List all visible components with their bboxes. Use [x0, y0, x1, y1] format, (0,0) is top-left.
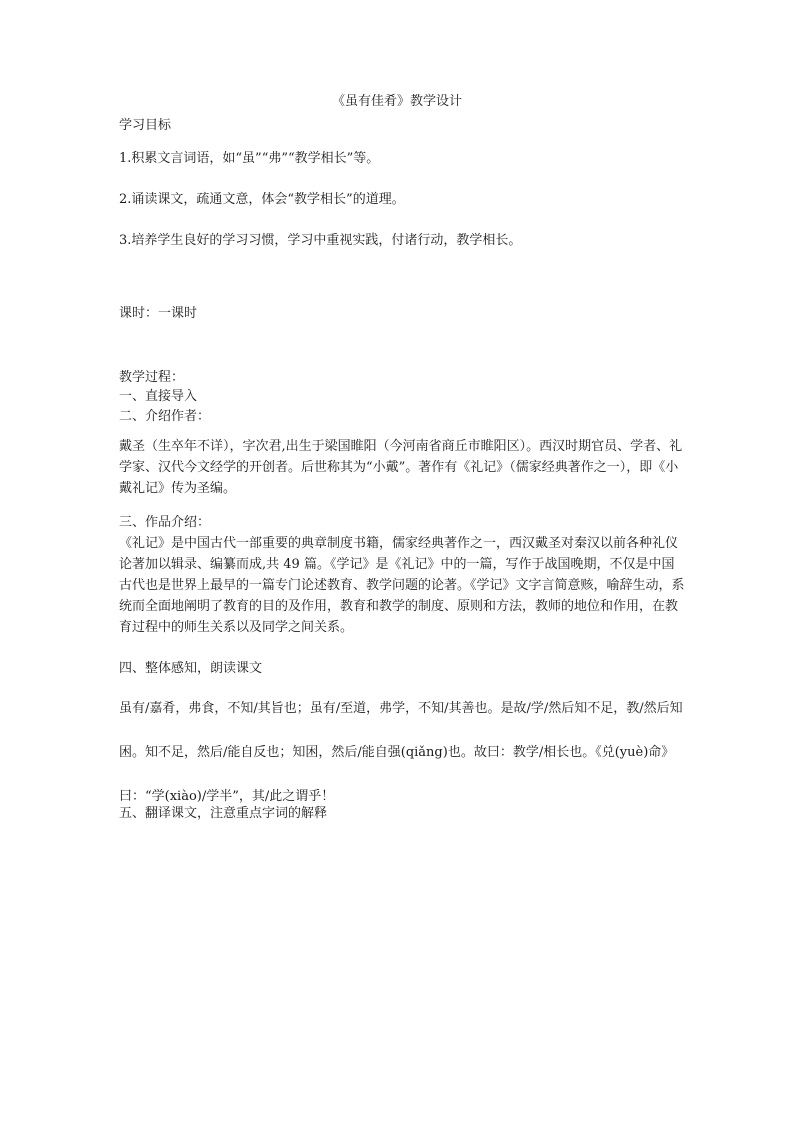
- reading-paragraph: 虽有/嘉肴，弗食，不知/其旨也；虽有/至道，弗学，不知/其善也。是故/学/然后知不足，教/然后知困。知不足，然后/能自反也；知困，然后/能自强(qiǎng)也。故曰：教学/相长也。《兑(yuè)命》曰：“学(xiào)/学半”，其/此之谓乎！: [119, 701, 683, 804]
- section-2-heading: 二、介绍作者：: [119, 409, 211, 424]
- objective-2: 2.诵读课文，疏通文意，体会“教学相长”的道理。: [119, 192, 405, 207]
- process-heading: 教学过程：: [119, 370, 185, 385]
- section-3-heading: 三、作品介绍：: [119, 515, 211, 530]
- work-paragraph: 《礼记》是中国古代一部重要的典章制度书籍，儒家经典著作之一，西汉戴圣对秦汉以前各种礼仪论著加以辑录、编纂而成,共 49 篇。《学记》是《礼记》中的一篇，写作于战国晚期，不仅是中国古代也是世界上最早的一篇专门论述教育、教学问题的论著。《学记》文字言简意赅，喻辞生动，系统而全面地阐明了教育的目的及作用，教育和教学的制度、原则和方法，教师的地位和作用，在教育过程中的师生关系以及同学之间关系。: [119, 536, 685, 635]
- author-paragraph: 戴圣（生卒年不详），字次君,出生于梁国睢阳（今河南省商丘市睢阳区）。西汉时期官员、学者、礼学家、汉代今文经学的开创者。后世称其为“小戴”。著作有《礼记》（儒家经典著作之一），即《小戴礼记》传为圣编。: [119, 439, 683, 496]
- objectives-heading: 学习目标: [119, 118, 172, 133]
- section-5-heading: 五、翻译课文，注意重点字词的解释: [119, 806, 328, 821]
- objective-1: 1.积累文言词语，如“虽”“弗”“教学相长”等。: [119, 151, 380, 166]
- objective-3: 3.培养学生良好的学习习惯，学习中重视实践，付诸行动，教学相长。: [119, 233, 522, 248]
- section-4-heading: 四、整体感知，朗读课文: [119, 661, 263, 676]
- document-title: 《虽有佳肴》教学设计: [331, 94, 462, 109]
- class-hours: 课时：一课时: [119, 306, 198, 321]
- section-1-heading: 一、直接导入: [119, 389, 198, 404]
